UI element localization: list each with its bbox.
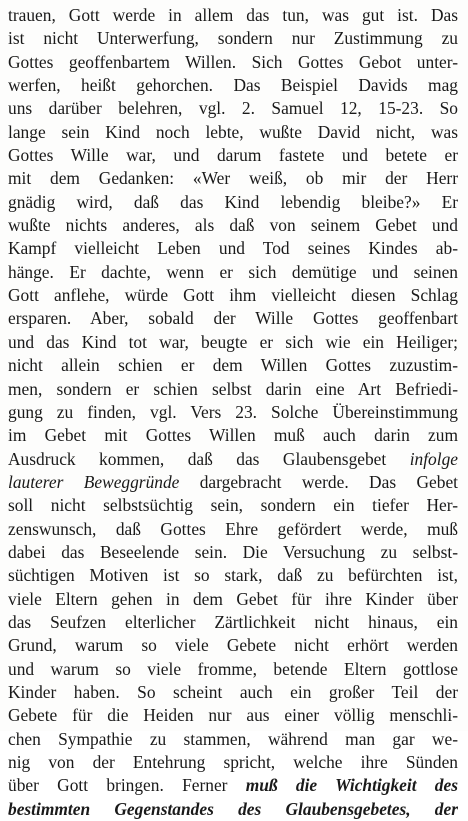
text-segment: viele Eltern gehen in dem Gebet für ihre Kinder über [8,588,458,609]
text-line [8,494,458,517]
text-line [8,658,458,681]
text-segment: dabei das Beseelende sein. Die Versuchung zu selbst- [8,541,458,562]
text-line [8,518,458,541]
text-line [8,307,458,330]
text-segment: nicht allein schien er dem Willen Gottes zuzustim- [8,355,458,376]
text-segment: gnädig wird, daß das Kind lebendig bleibe?» Er [8,191,458,212]
text-segment: über Gott bringen. Ferner [8,775,246,796]
text-line [8,191,458,214]
text-segment: ersparen. Aber, sobald der Wille Gottes geoffenbart [8,308,458,329]
text-segment: und das Kind tot war, beugte er sich wie ein Heiliger; [8,331,458,352]
text-segment: men, sondern er schien selbst darin eine Art Befriedi- [8,378,458,399]
text-segment: chen Sympathie zu stammen, während man gar we- [8,728,458,749]
text-line [8,214,458,237]
text-segment: uns darüber belehren, vgl. 2. Samuel 12, 15-23. So [8,98,458,119]
text-line [8,167,458,190]
text-line [8,97,458,120]
text-line [8,74,458,97]
text-line [8,237,458,260]
emphasized-text: muß die Wichtigkeit des [245,775,458,796]
text-line [8,144,458,167]
text-segment: soll nicht selbstsüchtig sein, sondern ein tiefer Her- [8,495,458,516]
text-line [8,448,458,471]
text-line [8,378,458,401]
text-line [8,728,458,751]
text-segment: gung zu finden, vgl. Vers 23. Solche Übereinstimmung [8,401,458,422]
text-line [8,27,458,50]
body-text [8,4,458,821]
text-line [8,798,458,821]
text-segment: das Seufzen elterlicher Zärtlichkeit nicht hinaus, ein [8,611,458,632]
emphasized-text: bestimmten Gegenstandes des Glaubensgebetes, der [8,798,458,819]
text-segment: zenswunsch, daß Gottes Ehre gefördert werde, muß [8,518,458,539]
text-line [8,424,458,447]
text-segment: lange sein Kind noch lebte, wußte David nicht, was [8,121,458,142]
text-segment: wußte nichts anderes, als daß von seinem Gebet und [8,215,458,236]
emphasized-text: lauterer Beweggründe [8,471,180,492]
text-segment: Gebete für die Heiden nur aus einer völlig menschli- [8,705,458,726]
text-segment: Gottes Wille war, und darum fastete und betete er [8,145,458,166]
text-segment: süchtigen Motiven ist so stark, daß zu befürchten ist, [8,565,458,586]
text-line [8,354,458,377]
text-line [8,588,458,611]
text-segment: mit dem Gedanken: «Wer weiß, ob mir der Herr [8,168,458,189]
text-segment: dargebracht werde. Das Gebet [179,471,458,492]
text-line [8,261,458,284]
text-line [8,541,458,564]
text-segment: Grund, warum so viele Gebete nicht erhört werden [8,635,458,656]
text-line [8,331,458,354]
text-segment: Kampf vielleicht Leben und Tod seines Kindes ab- [8,238,458,259]
text-line [8,774,458,797]
emphasized-text: infolge [409,448,458,469]
text-segment: Kinder haben. So scheint auch ein großer Teil der [8,681,458,702]
text-line [8,681,458,704]
text-segment: und warum so viele fromme, betende Eltern gottlose [8,658,458,679]
text-line [8,704,458,727]
text-segment: Ausdruck kommen, daß das Glaubensgebet [8,448,410,469]
text-segment: nig von der Entehrung spricht, welche ihre Sünden [8,752,458,772]
text-segment: ist nicht Unterwerfung, sondern nur Zustimmung zu [8,28,458,49]
text-line [8,284,458,307]
text-line [8,51,458,74]
text-line [8,4,458,27]
text-line [8,121,458,144]
text-line [8,564,458,587]
text-segment: trauen, Gott werde in allem das tun, was gut ist. Das [8,5,458,25]
text-line [8,401,458,424]
text-segment: Gottes geoffenbartem Willen. Sich Gottes Gebot unter- [8,51,458,72]
text-line [8,471,458,494]
text-segment: im Gebet mit Gottes Willen muß auch darin zum [8,425,458,446]
text-line [8,751,458,774]
text-line [8,611,458,634]
text-line [8,634,458,657]
text-segment: werfen, heißt gehorchen. Das Beispiel Davids mag [8,75,458,96]
text-segment: hänge. Er dachte, wenn er sich demütige und seinen [8,261,458,282]
text-segment: Gott anflehe, würde Gott ihm vielleicht diesen Schlag [8,285,458,306]
